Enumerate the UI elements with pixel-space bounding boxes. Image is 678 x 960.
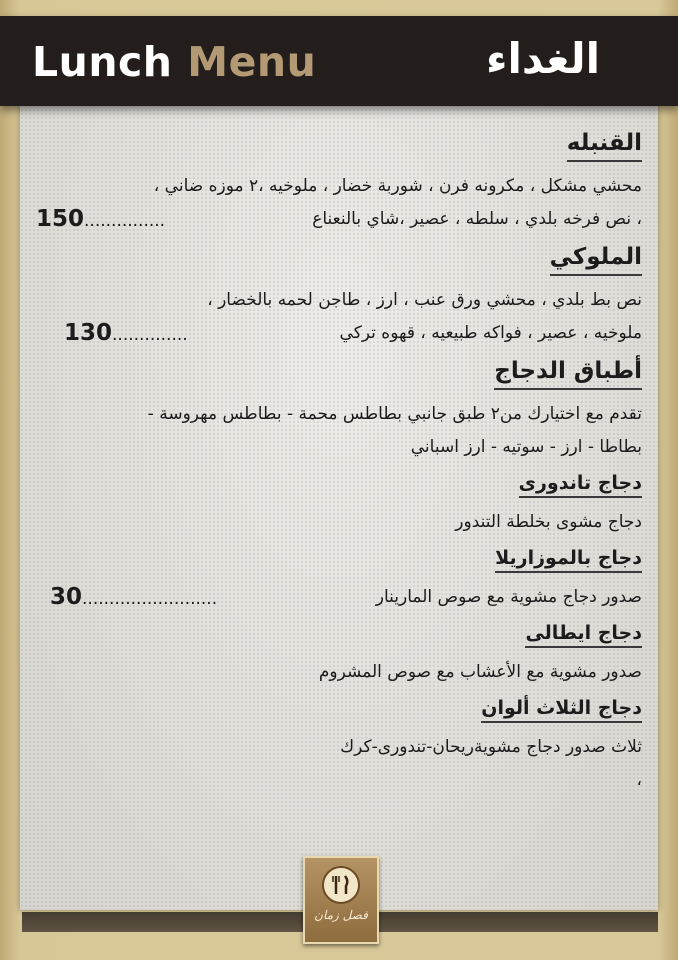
fork-knife-icon <box>322 866 360 904</box>
chicken-item <box>36 539 642 614</box>
item-name: دجاج ايطالى <box>525 620 642 648</box>
item-name: دجاج بالموزاريلا <box>495 545 642 573</box>
section-qunbula <box>36 128 642 236</box>
menu-line: محشي مشكل ، مكرونه فرن ، شوربة خضار ، ملوخيه ،٢ موزه ضاني ، <box>153 176 642 196</box>
price-dots: .............. <box>112 325 188 345</box>
section-title: الملوكي <box>550 242 642 276</box>
menu-line-text: ، نص فرخه بلدي ، سلطه ، عصير ،شاي بالنعناع <box>312 209 642 229</box>
price-dots: ............... <box>84 211 166 231</box>
menu-line-with-price <box>36 317 642 350</box>
title-arabic: الغداء <box>485 34 600 83</box>
item-description: ثلاث صدور دجاج مشويةريحان-تندورى-كرك <box>340 737 642 757</box>
price <box>64 317 188 352</box>
item-name: دجاج تاندورى <box>519 470 642 498</box>
menu-line-text: ملوخيه ، عصير ، فواكه طبيعيه ، قهوه تركي <box>339 323 642 343</box>
section-malouki <box>36 242 642 350</box>
restaurant-logo <box>303 856 379 944</box>
item-description-with-price <box>36 581 642 614</box>
logo-text: فصل زمان <box>314 908 368 922</box>
menu-line: نص بط بلدي ، محشي ورق عنب ، ارز ، طاجن لحمه بالخضار ، <box>207 290 642 310</box>
menu-content <box>36 128 642 803</box>
menu-line: تقدم مع اختيارك من٢ طبق جانبي بطاطس محمة - بطاطس مهروسة - <box>147 404 642 424</box>
chicken-item <box>36 689 642 764</box>
title-word-menu: Menu <box>187 38 317 86</box>
price-value: 130 <box>64 320 113 346</box>
price <box>36 203 165 238</box>
title-word-lunch: Lunch <box>32 38 173 86</box>
trailing-mark: ، <box>636 770 642 790</box>
item-description: صدور دجاج مشوية مع صوص المارينار <box>375 587 642 607</box>
price-value: 30 <box>50 584 83 610</box>
price-dots: ......................... <box>82 589 218 609</box>
menu-line-with-price <box>36 203 642 236</box>
item-description: صدور مشوية مع الأعشاب مع صوص المشروم <box>318 662 642 682</box>
item-name: دجاج الثلاث ألوان <box>481 695 642 723</box>
title-english <box>32 38 316 86</box>
section-title: القنبله <box>567 128 642 162</box>
chicken-item <box>36 614 642 689</box>
section-title: أطباق الدجاج <box>494 356 642 390</box>
price-value: 150 <box>36 206 85 232</box>
price <box>50 581 217 616</box>
menu-line: بطاطا - ارز - سوتيه - ارز اسباني <box>410 437 642 457</box>
item-description: دجاج مشوى بخلطة التندور <box>455 512 642 532</box>
menu-header <box>0 16 678 106</box>
chicken-item <box>36 464 642 539</box>
section-chicken <box>36 356 642 797</box>
